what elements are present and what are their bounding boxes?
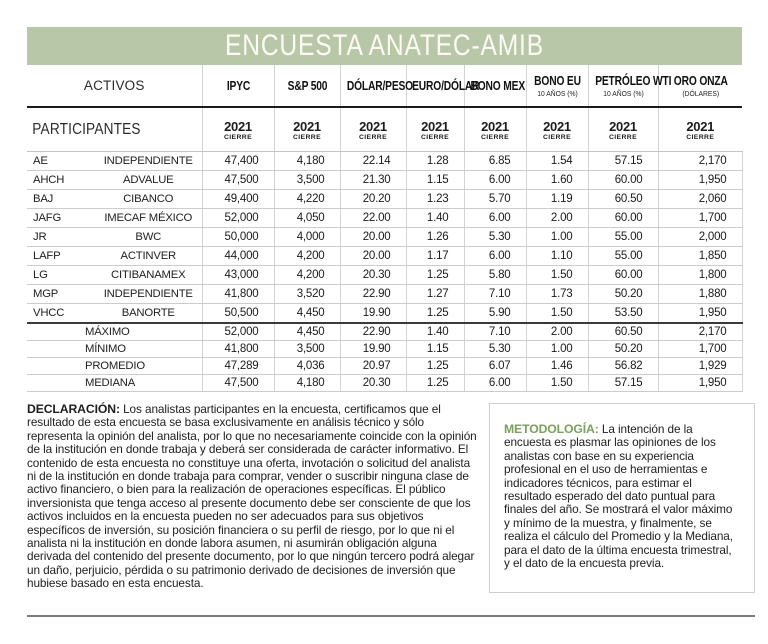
survey-table xyxy=(27,65,743,392)
summary-value-cell-euro-d-lar: 1.25 xyxy=(406,375,464,392)
summary-value-cell-oro-onza: 1,700 xyxy=(658,341,742,358)
period-cell-oro-onza xyxy=(658,107,742,152)
value-cell-bono-eu: 1.60 xyxy=(526,171,588,190)
asset-name-euro-d-lar: EURO/DÓLAR xyxy=(411,78,479,93)
participant-wrap xyxy=(27,304,202,322)
value-cell-petr-leo-wti: 55.00 xyxy=(588,247,658,266)
summary-value-cell-oro-onza: 1,929 xyxy=(658,358,742,375)
value-cell-bono-mex: 6.00 xyxy=(464,171,526,190)
summary-label: PROMEDIO xyxy=(85,360,145,372)
value-cell-d-lar-peso: 20.20 xyxy=(340,190,406,209)
value-cell-oro-onza: 1,700 xyxy=(658,209,742,228)
asset-header-cell-petr-leo-wti xyxy=(588,65,671,107)
period-cierre-label: CIERRE xyxy=(420,133,450,141)
table-row xyxy=(27,190,742,209)
value-cell-euro-d-lar: 1.23 xyxy=(406,190,464,209)
table-row xyxy=(27,266,742,285)
summary-value-cell-euro-d-lar: 1.15 xyxy=(406,341,464,358)
table-row xyxy=(27,152,742,171)
participant-code: BAJ xyxy=(33,193,54,205)
period-cierre-label: CIERRE xyxy=(223,133,253,141)
table-row xyxy=(27,171,742,190)
participant-institution: INDEPENDIENTE xyxy=(103,288,193,300)
summary-row-mediana xyxy=(27,375,742,392)
value-cell-petr-leo-wti: 60.00 xyxy=(588,266,658,285)
summary-value-cell-bono-eu: 1.46 xyxy=(526,358,588,375)
value-cell-s-p-500: 4,450 xyxy=(274,304,340,324)
value-cell-euro-d-lar: 1.25 xyxy=(406,304,464,324)
summary-label-cell xyxy=(27,375,202,392)
value-cell-petr-leo-wti: 50.20 xyxy=(588,285,658,304)
value-cell-d-lar-peso: 20.00 xyxy=(340,228,406,247)
summary-value-cell-petr-leo-wti: 60.50 xyxy=(588,323,658,341)
participant-cell xyxy=(27,228,202,247)
value-cell-oro-onza: 1,950 xyxy=(658,171,742,190)
summary-value-cell-bono-mex: 6.00 xyxy=(464,375,526,392)
survey-title-bar xyxy=(27,27,742,65)
value-cell-ipyc: 43,000 xyxy=(202,266,274,285)
table-row xyxy=(27,247,742,266)
summary-value-cell-bono-eu: 1.00 xyxy=(526,341,588,358)
participant-code: VHCC xyxy=(33,307,65,319)
asset-name-oro-onza: ORO ONZA xyxy=(673,73,728,88)
value-cell-bono-mex: 5.80 xyxy=(464,266,526,285)
value-cell-d-lar-peso: 19.90 xyxy=(340,304,406,324)
value-cell-petr-leo-wti: 57.15 xyxy=(588,152,658,171)
participant-institution: INDEPENDIENTE xyxy=(103,155,193,167)
bottom-section xyxy=(27,403,755,593)
value-cell-s-p-500: 4,000 xyxy=(274,228,340,247)
period-cell-s-p-500 xyxy=(274,107,340,152)
value-cell-bono-mex: 7.10 xyxy=(464,285,526,304)
participant-wrap xyxy=(27,152,202,170)
methodology-box xyxy=(489,403,755,593)
value-cell-s-p-500: 4,180 xyxy=(274,152,340,171)
value-cell-d-lar-peso: 22.90 xyxy=(340,285,406,304)
participant-code: MGP xyxy=(33,288,59,300)
participantes-header-cell xyxy=(27,107,202,152)
asset-name-bono-eu: BONO EU xyxy=(533,73,581,88)
summary-value-cell-s-p-500: 4,450 xyxy=(274,323,340,341)
participant-cell xyxy=(27,285,202,304)
period-cierre-label: CIERRE xyxy=(608,133,638,141)
summary-label: MEDIANA xyxy=(85,377,136,389)
asset-header-cell-euro-d-lar xyxy=(406,65,479,107)
period-cell-petr-leo-wti xyxy=(588,107,658,152)
summary-value-cell-petr-leo-wti: 50.20 xyxy=(588,341,658,358)
period-year: 2021 xyxy=(543,118,571,134)
summary-label: MÁXIMO xyxy=(85,326,130,338)
asset-header-cell-bono-eu xyxy=(526,65,588,107)
value-cell-euro-d-lar: 1.25 xyxy=(406,266,464,285)
participant-code: LAFP xyxy=(33,250,61,262)
participant-cell xyxy=(27,304,202,324)
value-cell-bono-eu: 1.54 xyxy=(526,152,588,171)
value-cell-bono-mex: 5.90 xyxy=(464,304,526,324)
participant-cell xyxy=(27,190,202,209)
value-cell-ipyc: 49,400 xyxy=(202,190,274,209)
summary-value-cell-bono-eu: 1.50 xyxy=(526,375,588,392)
participant-wrap xyxy=(27,190,202,208)
participant-wrap xyxy=(27,209,202,227)
value-cell-bono-mex: 6.00 xyxy=(464,209,526,228)
value-cell-s-p-500: 4,220 xyxy=(274,190,340,209)
summary-value-cell-bono-mex: 5.30 xyxy=(464,341,526,358)
value-cell-petr-leo-wti: 60.50 xyxy=(588,190,658,209)
participant-code: LG xyxy=(33,269,48,281)
period-year: 2021 xyxy=(686,118,715,134)
value-cell-oro-onza: 2,170 xyxy=(658,152,742,171)
summary-value-cell-euro-d-lar: 1.40 xyxy=(406,323,464,341)
asset-name-bono-mex: BONO MEX xyxy=(469,78,525,93)
value-cell-bono-eu: 2.00 xyxy=(526,209,588,228)
summary-value-cell-bono-mex: 6.07 xyxy=(464,358,526,375)
value-cell-oro-onza: 1,850 xyxy=(658,247,742,266)
summary-value-cell-bono-eu: 2.00 xyxy=(526,323,588,341)
summary-value-cell-s-p-500: 4,036 xyxy=(274,358,340,375)
summary-value-cell-d-lar-peso: 22.90 xyxy=(340,323,406,341)
activos-header-cell xyxy=(27,65,202,107)
period-year: 2021 xyxy=(481,118,509,134)
value-cell-ipyc: 50,000 xyxy=(202,228,274,247)
value-cell-s-p-500: 3,520 xyxy=(274,285,340,304)
asset-name-d-lar-peso: DÓLAR/PESO xyxy=(346,78,413,93)
value-cell-euro-d-lar: 1.28 xyxy=(406,152,464,171)
methodology-text: La intención de la encuesta es plasmar las opiniones de los analistas con base en su experiencia profesional en el uso de herramientas e indicadores técnicos, para estimar el resultado esperado del dato puntual para finales del año. Se mostrará el valor máximo y mínimo de la muestra, y finalmente, se realiza el cálculo del Promedio y la Mediana, para el dato de la última encuesta trimestral, y el dato de la encuesta previa. xyxy=(504,422,733,571)
activos-label: ACTIVOS xyxy=(83,78,145,93)
period-year: 2021 xyxy=(609,118,637,134)
period-year: 2021 xyxy=(359,118,387,134)
period-cierre-label: CIERRE xyxy=(542,133,572,141)
value-cell-oro-onza: 2,060 xyxy=(658,190,742,209)
participant-institution: ADVALUE xyxy=(122,174,174,186)
period-cell-bono-eu xyxy=(526,107,588,152)
value-cell-bono-eu: 1.50 xyxy=(526,266,588,285)
summary-label-cell xyxy=(27,341,202,358)
survey-title: ENCUESTA ANATEC-AMIB xyxy=(225,29,544,62)
summary-value-cell-bono-mex: 7.10 xyxy=(464,323,526,341)
value-cell-bono-mex: 5.30 xyxy=(464,228,526,247)
value-cell-bono-mex: 6.00 xyxy=(464,247,526,266)
period-cierre-label: CIERRE xyxy=(480,133,510,141)
summary-value-cell-d-lar-peso: 20.30 xyxy=(340,375,406,392)
summary-row-promedio xyxy=(27,358,742,375)
table-body xyxy=(27,65,742,392)
participant-wrap xyxy=(27,247,202,265)
summary-value-cell-oro-onza: 2,170 xyxy=(658,323,742,341)
value-cell-s-p-500: 4,050 xyxy=(274,209,340,228)
period-header-row xyxy=(27,107,742,152)
value-cell-ipyc: 47,500 xyxy=(202,171,274,190)
summary-value-cell-ipyc: 47,500 xyxy=(202,375,274,392)
asset-header-row xyxy=(27,65,742,107)
value-cell-s-p-500: 3,500 xyxy=(274,171,340,190)
period-cierre-label: CIERRE xyxy=(686,133,715,141)
value-cell-oro-onza: 1,950 xyxy=(658,304,742,324)
asset-subtitle: 10 AÑOS (%) xyxy=(536,88,578,98)
participant-code: AE xyxy=(33,155,48,167)
participant-code: JAFG xyxy=(33,212,62,224)
summary-value-cell-ipyc: 41,800 xyxy=(202,341,274,358)
participant-institution: BANORTE xyxy=(121,307,175,319)
asset-subtitle: 10 AÑOS (%) xyxy=(602,88,644,98)
participant-cell xyxy=(27,266,202,285)
value-cell-s-p-500: 4,200 xyxy=(274,266,340,285)
summary-value-cell-petr-leo-wti: 56.82 xyxy=(588,358,658,375)
value-cell-ipyc: 52,000 xyxy=(202,209,274,228)
period-cell-bono-mex xyxy=(464,107,526,152)
participant-institution: CIBANCO xyxy=(123,193,174,205)
summary-value-cell-s-p-500: 3,500 xyxy=(274,341,340,358)
period-cell-euro-d-lar xyxy=(406,107,464,152)
participant-code: JR xyxy=(33,231,47,243)
value-cell-euro-d-lar: 1.40 xyxy=(406,209,464,228)
value-cell-d-lar-peso: 20.30 xyxy=(340,266,406,285)
participant-institution: IMECAF MÉXICO xyxy=(104,212,193,224)
declaration-lead: DECLARACIÓN: xyxy=(27,402,120,416)
summary-label: MÍNIMO xyxy=(85,343,126,355)
summary-value-cell-ipyc: 52,000 xyxy=(202,323,274,341)
summary-value-cell-ipyc: 47,289 xyxy=(202,358,274,375)
participantes-label: PARTICIPANTES xyxy=(32,120,141,138)
table-row xyxy=(27,304,742,324)
value-cell-d-lar-peso: 20.00 xyxy=(340,247,406,266)
asset-name-ipyc: IPYC xyxy=(226,78,250,93)
period-year: 2021 xyxy=(224,118,252,134)
value-cell-ipyc: 41,800 xyxy=(202,285,274,304)
asset-name-s-p-500: S&P 500 xyxy=(287,78,327,93)
participant-wrap xyxy=(27,266,202,284)
value-cell-s-p-500: 4,200 xyxy=(274,247,340,266)
period-year: 2021 xyxy=(421,118,449,134)
declaration-paragraph xyxy=(27,403,479,591)
participant-code: AHCH xyxy=(33,174,65,186)
value-cell-bono-eu: 1.10 xyxy=(526,247,588,266)
period-cell-d-lar-peso xyxy=(340,107,406,152)
asset-header-cell-d-lar-peso xyxy=(340,65,413,107)
summary-label-cell xyxy=(27,323,202,341)
declaration-text: Los analistas participantes en la encuesta, certificamos que el resultado de esta encuesta se basa exclusivamente en análisis técnico y sólo representa la opinión del analista, por lo que no necesariamente coincide con la opinión de la institución en donde trabaja y deberá ser considerada de carácter informativo. El contenido de esta encuesta no constituye una oferta, invotación o solicitud del analista ni de la institución en donde trabaja para comprar, vender o suscribir ninguna clase de activo financiero, o bien para la realización de operaciones específicas. El público inversionista que tenga acceso al presente documento debe ser consciente de que los activos incluidos en la encuesta pueden no ser adecuados para sus objetivos específicos de inversión, su posición financiera o su perfil de riesgo, por lo que ni el analista ni la institución en donde labora asumen, ni asumirán obligación alguna derivada del contenido del presente documento, por lo que ningún tercero podrá alegar un daño, perjuicio, pérdida o su patrimonio derivado de decisiones de inversión que hubiese basado en esta encuesta. xyxy=(27,402,477,591)
summary-value-cell-euro-d-lar: 1.25 xyxy=(406,358,464,375)
summary-value-cell-d-lar-peso: 20.97 xyxy=(340,358,406,375)
summary-value-cell-petr-leo-wti: 57.15 xyxy=(588,375,658,392)
value-cell-euro-d-lar: 1.15 xyxy=(406,171,464,190)
value-cell-bono-mex: 6.85 xyxy=(464,152,526,171)
period-cierre-label: CIERRE xyxy=(292,133,322,141)
participant-cell xyxy=(27,209,202,228)
participant-wrap xyxy=(27,285,202,303)
asset-header-cell-oro-onza xyxy=(658,65,742,107)
value-cell-bono-mex: 5.70 xyxy=(464,190,526,209)
summary-value-cell-s-p-500: 4,180 xyxy=(274,375,340,392)
value-cell-petr-leo-wti: 60.00 xyxy=(588,171,658,190)
value-cell-euro-d-lar: 1.17 xyxy=(406,247,464,266)
asset-header-cell-ipyc xyxy=(202,65,274,107)
value-cell-oro-onza: 1,800 xyxy=(658,266,742,285)
participant-institution: ACTINVER xyxy=(120,250,177,262)
value-cell-euro-d-lar: 1.27 xyxy=(406,285,464,304)
asset-header-cell-bono-mex xyxy=(464,65,526,107)
summary-label-cell xyxy=(27,358,202,375)
table-row xyxy=(27,209,742,228)
period-year: 2021 xyxy=(293,118,321,134)
participant-institution: BWC xyxy=(135,231,162,243)
participant-cell xyxy=(27,152,202,171)
value-cell-petr-leo-wti: 60.00 xyxy=(588,209,658,228)
value-cell-petr-leo-wti: 55.00 xyxy=(588,228,658,247)
period-cierre-label: CIERRE xyxy=(358,133,388,141)
participant-cell xyxy=(27,247,202,266)
asset-subtitle: (DÓLARES) xyxy=(681,88,719,98)
value-cell-bono-eu: 1.19 xyxy=(526,190,588,209)
participant-cell xyxy=(27,171,202,190)
value-cell-d-lar-peso: 22.14 xyxy=(340,152,406,171)
value-cell-oro-onza: 2,000 xyxy=(658,228,742,247)
summary-value-cell-oro-onza: 1,950 xyxy=(658,375,742,392)
value-cell-ipyc: 50,500 xyxy=(202,304,274,324)
participant-institution: CITIBANAMEX xyxy=(111,269,186,281)
participant-wrap xyxy=(27,171,202,189)
period-cell-ipyc xyxy=(202,107,274,152)
value-cell-d-lar-peso: 22.00 xyxy=(340,209,406,228)
value-cell-petr-leo-wti: 53.50 xyxy=(588,304,658,324)
value-cell-ipyc: 44,000 xyxy=(202,247,274,266)
table-row xyxy=(27,228,742,247)
value-cell-bono-eu: 1.00 xyxy=(526,228,588,247)
table-row xyxy=(27,285,742,304)
asset-name-petr-leo-wti: PETRÓLEO WTI xyxy=(594,73,671,88)
value-cell-bono-eu: 1.73 xyxy=(526,285,588,304)
participant-wrap xyxy=(27,228,202,246)
asset-header-cell-s-p-500 xyxy=(274,65,340,107)
summary-row-m-nimo xyxy=(27,341,742,358)
value-cell-bono-eu: 1.50 xyxy=(526,304,588,324)
value-cell-ipyc: 47,400 xyxy=(202,152,274,171)
methodology-lead: METODOLOGÍA: xyxy=(504,422,599,436)
summary-value-cell-d-lar-peso: 19.90 xyxy=(340,341,406,358)
summary-row-m-ximo xyxy=(27,323,742,341)
value-cell-d-lar-peso: 21.30 xyxy=(340,171,406,190)
value-cell-euro-d-lar: 1.26 xyxy=(406,228,464,247)
value-cell-oro-onza: 1,880 xyxy=(658,285,742,304)
